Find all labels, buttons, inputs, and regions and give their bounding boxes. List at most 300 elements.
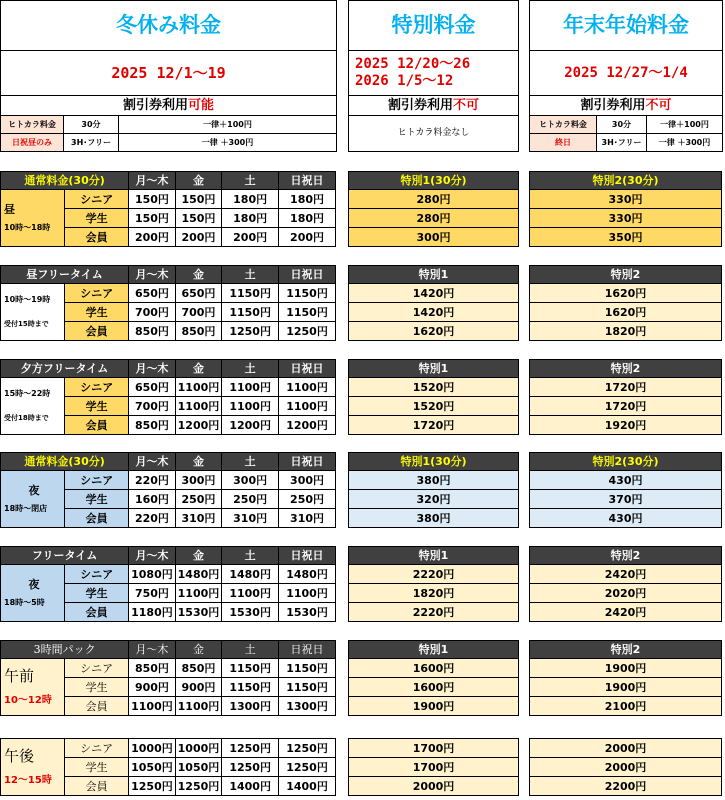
member-type: 学生	[65, 758, 129, 777]
table-row	[530, 397, 722, 416]
table-row	[530, 190, 722, 209]
day-header: 月～木	[129, 453, 176, 471]
special-header: 特別1	[349, 547, 519, 565]
newyear-date: 2025 12/27～1/4	[530, 51, 723, 96]
time-label	[1, 190, 65, 247]
table-row	[349, 209, 519, 228]
s6-main-table	[0, 640, 336, 716]
price-cell: 1150円	[222, 303, 279, 322]
special-price-cell: 280円	[349, 209, 519, 228]
price-cell: 850円	[129, 322, 176, 341]
price-cell: 300円	[222, 471, 279, 490]
reception-note: 受付18時まで	[4, 413, 49, 422]
period-label: 午前	[4, 666, 35, 685]
table-row	[530, 303, 722, 322]
rate-price: 一律＋100円	[647, 116, 723, 134]
price-cell: 1250円	[222, 758, 279, 777]
table-row	[1, 190, 336, 209]
discount-status: 不可	[453, 98, 480, 113]
hitokara-label: ヒトカラ料金	[530, 116, 597, 134]
price-cell: 160円	[129, 490, 176, 509]
price-cell: 1150円	[222, 659, 279, 678]
section-title: 通常料金(30分)	[1, 453, 129, 471]
member-type: 会員	[65, 509, 129, 528]
table-row	[530, 584, 722, 603]
price-cell: 200円	[129, 228, 176, 247]
table-row	[530, 284, 722, 303]
table-row	[530, 659, 722, 678]
rate-time: 3H･フリー	[597, 134, 647, 152]
special-header: 特別1	[349, 641, 519, 659]
price-cell: 310円	[175, 509, 222, 528]
price-cell: 1250円	[129, 777, 176, 796]
table-row	[530, 509, 722, 528]
period-label: 昼	[4, 202, 15, 216]
price-cell: 220円	[129, 509, 176, 528]
price-cell: 1530円	[222, 603, 279, 622]
special-price-cell: 2420円	[530, 565, 722, 584]
member-type: シニア	[65, 739, 129, 758]
special-price-cell: 1620円	[349, 322, 519, 341]
member-type: 学生	[65, 303, 129, 322]
member-type: 学生	[65, 678, 129, 697]
time-label	[1, 739, 65, 796]
member-type: 会員	[65, 603, 129, 622]
section-title: 3時間パック	[1, 641, 129, 659]
rate-time: 3H･フリー	[64, 134, 119, 152]
special-price-cell: 1700円	[349, 739, 519, 758]
reception-note: 受付15時まで	[4, 319, 49, 328]
table-row	[530, 490, 722, 509]
special-price-cell: 280円	[349, 190, 519, 209]
price-cell: 850円	[129, 659, 176, 678]
time-range: 10時～18時	[4, 222, 51, 232]
special-price-cell: 380円	[349, 509, 519, 528]
discount-status: 不可	[645, 98, 672, 113]
price-cell: 150円	[129, 190, 176, 209]
table-row	[1, 471, 336, 490]
price-cell: 700円	[175, 303, 222, 322]
day-header: 月～木	[129, 266, 176, 284]
table-row	[349, 584, 519, 603]
price-cell: 850円	[175, 659, 222, 678]
member-type: シニア	[65, 284, 129, 303]
s4-sp2-table	[529, 452, 722, 528]
price-cell: 1150円	[222, 678, 279, 697]
table-row	[349, 322, 519, 341]
price-cell: 1250円	[279, 739, 336, 758]
special-price-cell: 380円	[349, 471, 519, 490]
table-row	[530, 777, 722, 796]
price-cell: 1100円	[222, 378, 279, 397]
special-price-cell: 2220円	[349, 565, 519, 584]
table-row	[530, 678, 722, 697]
special-title: 特別料金	[349, 1, 519, 51]
price-cell: 1200円	[175, 416, 222, 435]
price-cell: 1080円	[129, 565, 176, 584]
table-row	[530, 209, 722, 228]
section-title: 昼フリータイム	[1, 266, 129, 284]
special-price-cell: 1820円	[530, 322, 722, 341]
special-price-cell: 320円	[349, 490, 519, 509]
day-header: 月～木	[129, 641, 176, 659]
table-row	[530, 322, 722, 341]
special-price-cell: 1900円	[530, 678, 722, 697]
price-cell: 180円	[279, 190, 336, 209]
s4-sp1-table	[348, 452, 519, 528]
price-cell: 1100円	[129, 697, 176, 716]
table-row	[1, 378, 336, 397]
special-header: 特別2(30分)	[530, 172, 722, 190]
day-header: 土	[222, 360, 279, 378]
price-cell: 700円	[129, 397, 176, 416]
s5-sp1-table	[348, 546, 519, 622]
table-row	[349, 490, 519, 509]
s5-main-table	[0, 546, 336, 622]
member-type: シニア	[65, 190, 129, 209]
table-row	[349, 603, 519, 622]
price-cell: 1100円	[175, 584, 222, 603]
newyear-discount	[530, 96, 723, 116]
day-header: 日祝日	[279, 453, 336, 471]
table-row	[530, 697, 722, 716]
price-cell: 650円	[129, 378, 176, 397]
day-header: 金	[175, 453, 222, 471]
s2-sp1-table	[348, 265, 519, 341]
table-row	[530, 758, 722, 777]
rate-time: 30分	[597, 116, 647, 134]
price-cell: 750円	[129, 584, 176, 603]
price-cell: 900円	[129, 678, 176, 697]
s3-sp1-table	[348, 359, 519, 435]
price-cell: 1100円	[175, 697, 222, 716]
day-header: 土	[222, 266, 279, 284]
special-price-cell: 1420円	[349, 303, 519, 322]
s5-sp2-table	[529, 546, 722, 622]
day-header: 金	[175, 547, 222, 565]
table-row	[1, 284, 336, 303]
table-row	[349, 397, 519, 416]
price-cell: 900円	[175, 678, 222, 697]
special-header: 特別2	[530, 641, 722, 659]
price-cell: 180円	[279, 209, 336, 228]
discount-label: 割引券利用	[387, 98, 453, 113]
special-price-cell: 2220円	[349, 603, 519, 622]
hitokara-label: ヒトカラ料金	[1, 116, 64, 134]
newyear-title: 年末年始料金	[530, 1, 723, 51]
discount-label: 割引券利用	[580, 98, 646, 113]
price-cell: 650円	[129, 284, 176, 303]
price-cell: 850円	[175, 322, 222, 341]
time-range: 18時～閉店	[4, 503, 48, 513]
discount-status: 可能	[188, 98, 215, 113]
day-header: 金	[175, 360, 222, 378]
time-label	[1, 471, 65, 528]
s2-sp2-table	[529, 265, 722, 341]
s7-sp2-table	[529, 738, 722, 796]
price-cell: 1100円	[279, 378, 336, 397]
special-price-cell: 1420円	[349, 284, 519, 303]
member-type: シニア	[65, 378, 129, 397]
special-price-cell: 1720円	[530, 378, 722, 397]
table-row	[530, 416, 722, 435]
day-label: 日祝昼のみ	[1, 134, 64, 152]
day-label: 終日	[530, 134, 597, 152]
special-price-cell: 430円	[530, 509, 722, 528]
price-cell: 1150円	[279, 303, 336, 322]
price-cell: 220円	[129, 471, 176, 490]
day-header: 金	[175, 266, 222, 284]
table-row	[530, 603, 722, 622]
s7-main-table	[0, 738, 336, 796]
price-cell: 1100円	[222, 584, 279, 603]
s1-main-table	[0, 171, 336, 247]
price-cell: 1200円	[222, 416, 279, 435]
newyear-header	[529, 0, 723, 152]
special-price-cell: 1900円	[530, 659, 722, 678]
s4-main-table	[0, 452, 336, 528]
special-price-cell: 2100円	[530, 697, 722, 716]
special-date-1: 2025 12/20～26	[355, 55, 471, 72]
table-row	[349, 416, 519, 435]
price-cell: 180円	[222, 190, 279, 209]
member-type: シニア	[65, 471, 129, 490]
price-cell: 180円	[222, 209, 279, 228]
member-type: 学生	[65, 490, 129, 509]
table-row	[349, 284, 519, 303]
price-cell: 1150円	[279, 284, 336, 303]
special-price-cell: 2200円	[530, 777, 722, 796]
table-row	[349, 471, 519, 490]
section-title: フリータイム	[1, 547, 129, 565]
special-header: 特別1	[349, 360, 519, 378]
member-type: 会員	[65, 322, 129, 341]
table-row	[349, 678, 519, 697]
s2-main-table	[0, 265, 336, 341]
s6-sp1-table	[348, 640, 519, 716]
price-cell: 250円	[279, 490, 336, 509]
price-cell: 1200円	[279, 416, 336, 435]
day-header: 月～木	[129, 547, 176, 565]
special-price-cell: 2000円	[530, 758, 722, 777]
special-price-cell: 330円	[530, 209, 722, 228]
special-price-cell: 1700円	[349, 758, 519, 777]
price-cell: 250円	[222, 490, 279, 509]
day-header: 月～木	[129, 360, 176, 378]
period-label: 夜	[28, 577, 40, 591]
time-label	[1, 565, 65, 622]
special-price-cell: 1720円	[349, 416, 519, 435]
special-price-cell: 1720円	[530, 397, 722, 416]
price-cell: 1000円	[129, 739, 176, 758]
s6-sp2-table	[529, 640, 722, 716]
price-cell: 650円	[175, 284, 222, 303]
member-type: シニア	[65, 659, 129, 678]
price-cell: 1100円	[175, 378, 222, 397]
table-row	[349, 777, 519, 796]
special-header: 特別2	[530, 360, 722, 378]
price-cell: 1180円	[129, 603, 176, 622]
table-row	[1, 659, 336, 678]
table-row	[530, 378, 722, 397]
special-header: 特別1	[349, 266, 519, 284]
special-price-cell: 2000円	[349, 777, 519, 796]
price-cell: 1530円	[175, 603, 222, 622]
rate-price: 一律 ＋300円	[119, 134, 337, 152]
section-title: 夕方フリータイム	[1, 360, 129, 378]
special-price-cell: 2420円	[530, 603, 722, 622]
special-price-cell: 1600円	[349, 659, 519, 678]
table-row	[349, 228, 519, 247]
price-cell: 1250円	[279, 758, 336, 777]
table-row	[1, 739, 336, 758]
price-cell: 1150円	[279, 678, 336, 697]
price-cell: 300円	[175, 471, 222, 490]
price-cell: 1000円	[175, 739, 222, 758]
special-price-cell: 1520円	[349, 378, 519, 397]
special-header: 特別2	[530, 266, 722, 284]
time-range: 18時～5時	[4, 597, 45, 607]
price-cell: 1250円	[175, 777, 222, 796]
special-header: 特別2	[530, 547, 722, 565]
member-type: 会員	[65, 228, 129, 247]
special-price-cell: 430円	[530, 471, 722, 490]
price-cell: 1100円	[175, 397, 222, 416]
time-label	[1, 378, 65, 435]
price-cell: 1050円	[129, 758, 176, 777]
special-price-cell: 1920円	[530, 416, 722, 435]
winter-header	[0, 0, 337, 152]
winter-discount	[1, 96, 337, 116]
period-label: 午後	[4, 746, 35, 765]
table-row	[349, 378, 519, 397]
special-price-cell: 1900円	[349, 697, 519, 716]
price-cell: 1100円	[279, 584, 336, 603]
s7-sp1-table	[348, 738, 519, 796]
price-cell: 1250円	[222, 322, 279, 341]
special-price-cell: 1820円	[349, 584, 519, 603]
rate-time: 30分	[64, 116, 119, 134]
member-type: 会員	[65, 416, 129, 435]
price-cell: 200円	[175, 228, 222, 247]
table-row	[349, 659, 519, 678]
special-header	[348, 0, 519, 152]
time-range: 10～12時	[4, 695, 52, 707]
s3-sp2-table	[529, 359, 722, 435]
special-dates	[349, 51, 519, 96]
special-header: 特別2(30分)	[530, 453, 722, 471]
discount-label: 割引券利用	[122, 98, 188, 113]
day-header: 日祝日	[279, 641, 336, 659]
day-header: 土	[222, 453, 279, 471]
time-label	[1, 284, 65, 341]
day-header: 日祝日	[279, 547, 336, 565]
special-price-cell: 1620円	[530, 303, 722, 322]
table-row	[1, 565, 336, 584]
price-cell: 310円	[279, 509, 336, 528]
day-header: 土	[222, 641, 279, 659]
day-header: 月～木	[129, 172, 176, 190]
table-row	[349, 739, 519, 758]
special-price-cell: 1520円	[349, 397, 519, 416]
special-price-cell: 330円	[530, 190, 722, 209]
special-price-cell: 2020円	[530, 584, 722, 603]
price-cell: 150円	[129, 209, 176, 228]
s1-sp2-table	[529, 171, 722, 247]
price-cell: 1150円	[279, 659, 336, 678]
price-cell: 200円	[222, 228, 279, 247]
price-cell: 310円	[222, 509, 279, 528]
special-discount	[349, 96, 519, 116]
price-cell: 1480円	[222, 565, 279, 584]
price-cell: 1250円	[222, 739, 279, 758]
table-row	[349, 509, 519, 528]
time-range: 12～15時	[4, 775, 52, 787]
day-header: 日祝日	[279, 360, 336, 378]
member-type: 会員	[65, 777, 129, 796]
table-row	[530, 228, 722, 247]
day-header: 日祝日	[279, 266, 336, 284]
special-date-2: 2026 1/5～12	[355, 73, 454, 89]
table-row	[530, 471, 722, 490]
member-type: 学生	[65, 584, 129, 603]
rate-price: 一律＋100円	[119, 116, 337, 134]
price-cell: 150円	[175, 190, 222, 209]
s1-sp1-table	[348, 171, 519, 247]
time-range: 10時～19時	[4, 295, 51, 305]
table-row	[349, 303, 519, 322]
member-type: 学生	[65, 397, 129, 416]
time-label	[1, 659, 65, 716]
table-row	[530, 739, 722, 758]
member-type: 会員	[65, 697, 129, 716]
section-title: 通常料金(30分)	[1, 172, 129, 190]
table-row	[349, 697, 519, 716]
special-price-cell: 300円	[349, 228, 519, 247]
price-cell: 1300円	[279, 697, 336, 716]
day-header: 金	[175, 172, 222, 190]
price-cell: 1250円	[279, 322, 336, 341]
time-range: 15時～22時	[4, 389, 51, 399]
price-cell: 1300円	[222, 697, 279, 716]
table-row	[530, 565, 722, 584]
day-header: 土	[222, 172, 279, 190]
price-cell: 1100円	[222, 397, 279, 416]
table-row	[349, 565, 519, 584]
rate-price: 一律 ＋300円	[647, 134, 723, 152]
day-header: 金	[175, 641, 222, 659]
special-price-cell: 370円	[530, 490, 722, 509]
price-cell: 1530円	[279, 603, 336, 622]
day-header: 土	[222, 547, 279, 565]
price-cell: 700円	[129, 303, 176, 322]
price-cell: 1050円	[175, 758, 222, 777]
price-cell: 1150円	[222, 284, 279, 303]
special-price-cell: 2000円	[530, 739, 722, 758]
price-cell: 1480円	[279, 565, 336, 584]
special-price-cell: 1600円	[349, 678, 519, 697]
special-header: 特別1(30分)	[349, 172, 519, 190]
special-price-cell: 350円	[530, 228, 722, 247]
special-note: ヒトカラ料金なし	[349, 116, 519, 152]
table-row	[349, 190, 519, 209]
price-cell: 1480円	[175, 565, 222, 584]
price-cell: 1400円	[279, 777, 336, 796]
price-cell: 1100円	[279, 397, 336, 416]
special-header: 特別1(30分)	[349, 453, 519, 471]
winter-date: 2025 12/1～19	[1, 51, 337, 96]
day-header: 日祝日	[279, 172, 336, 190]
